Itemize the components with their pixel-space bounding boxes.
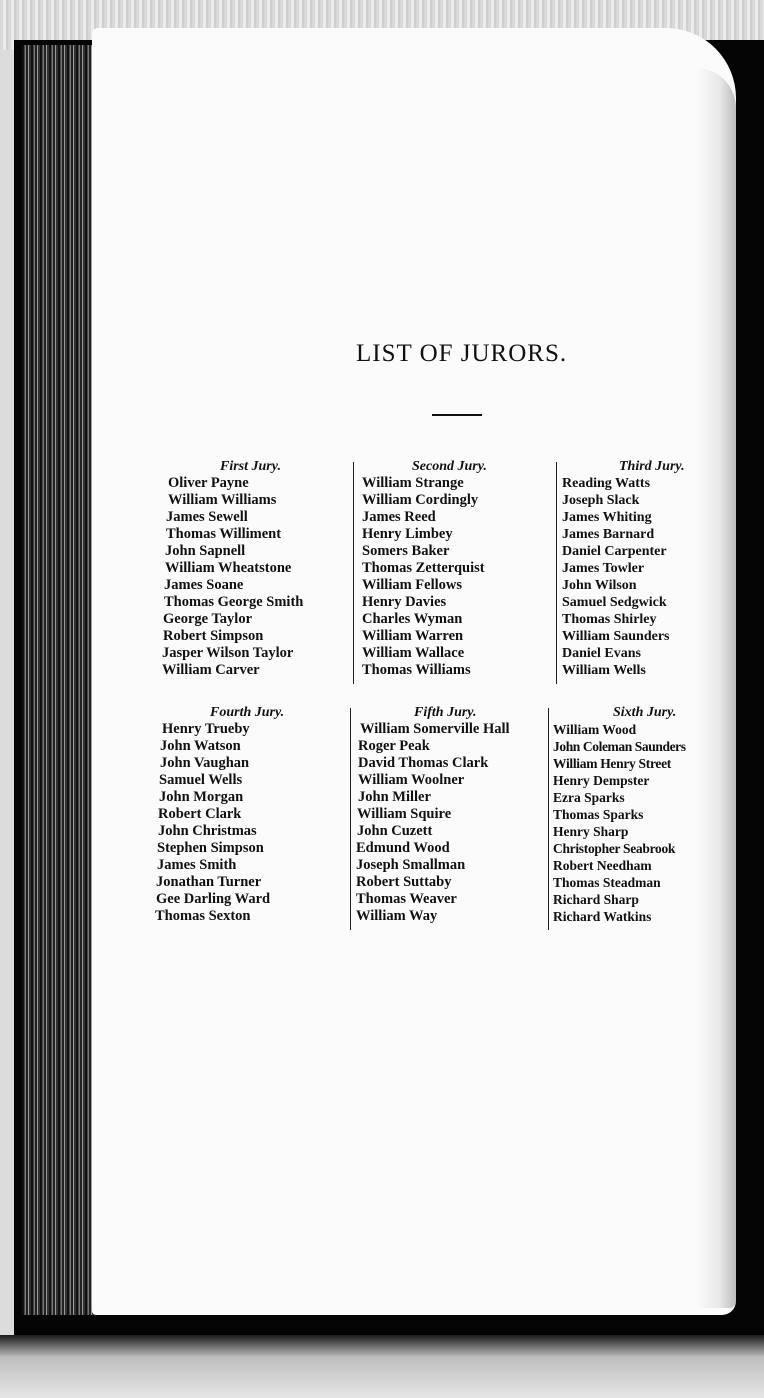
jury-member: William Cordingly [362, 492, 479, 508]
jury-member: John Wilson [562, 578, 637, 593]
jury-member: James Barnard [562, 527, 655, 542]
jury-member: Richard Sharp [553, 892, 639, 907]
jury-member: Henry Limbey [362, 526, 453, 542]
jury-member: William Squire [357, 806, 452, 822]
jury-member: Thomas Zetterquist [362, 560, 485, 576]
jury-member: John Cuzett [357, 823, 433, 839]
jury-member: Henry Sharp [553, 824, 629, 839]
jury-member: James Soane [164, 577, 244, 593]
jury-member-list [553, 721, 713, 925]
jury-member: Edmund Wood [356, 840, 450, 856]
jury-member: Thomas Williams [362, 662, 471, 678]
jury-block-fourth [155, 704, 340, 925]
jury-member: John Vaughan [160, 755, 250, 771]
jury-block-fifth [356, 704, 546, 925]
jury-member: Robert Simpson [163, 628, 264, 644]
jury-title: Fourth Jury. [210, 705, 285, 720]
jury-member: Samuel Sedgwick [562, 595, 667, 610]
jury-member: William Wood [553, 722, 637, 737]
jury-block-second [362, 458, 552, 679]
jury-member: Thomas Steadman [553, 875, 661, 890]
jury-member: John Christmas [158, 823, 257, 839]
jury-member: Thomas Shirley [562, 612, 657, 627]
jury-member-list [155, 721, 340, 925]
jury-title: Fifth Jury. [414, 705, 477, 720]
jury-member: James Whiting [562, 510, 652, 525]
column-divider [556, 462, 557, 684]
jury-title: Third Jury. [619, 459, 685, 474]
jury-member: Reading Watts [562, 476, 651, 491]
scan-background-bottom [0, 1335, 764, 1398]
jury-member: Charles Wyman [362, 611, 463, 627]
jury-member: William Fellows [362, 577, 463, 593]
jury-block-sixth [553, 704, 713, 925]
jury-member: Daniel Carpenter [562, 544, 667, 559]
title-rule [432, 414, 482, 416]
jury-member: Somers Baker [362, 543, 450, 559]
jury-member: David Thomas Clark [358, 755, 489, 771]
jury-member: James Towler [562, 561, 645, 576]
jury-member: William Wallace [362, 645, 465, 661]
jury-member: Robert Clark [158, 806, 242, 822]
jury-member: William Way [356, 908, 438, 924]
jury-member: John Watson [160, 738, 241, 754]
jury-member: Henry Trueby [162, 721, 250, 737]
column-divider [350, 708, 351, 930]
jury-member: William Wells [562, 663, 646, 678]
jury-member: Joseph Smallman [356, 857, 466, 873]
jury-member: James Sewell [166, 509, 248, 525]
jury-member: William Williams [168, 492, 277, 508]
jury-member: James Reed [362, 509, 436, 525]
jury-member: William Saunders [562, 629, 670, 644]
jury-member: Richard Watkins [553, 909, 652, 924]
jury-title: First Jury. [220, 459, 281, 474]
jury-member: William Woolner [358, 772, 465, 788]
jury-member: Thomas George Smith [164, 594, 304, 610]
jury-member: John Miller [358, 789, 431, 805]
jury-member: John Coleman Saunders [553, 739, 686, 754]
jury-member: Jonathan Turner [156, 874, 262, 890]
jury-member: John Sapnell [165, 543, 246, 559]
jury-member: William Warren [362, 628, 464, 644]
jury-member: Robert Suttaby [356, 874, 452, 890]
jury-member: Gee Darling Ward [156, 891, 271, 907]
jury-member: William Strange [362, 475, 464, 491]
jury-member: William Somerville Hall [360, 721, 510, 737]
jury-title: Second Jury. [412, 459, 487, 474]
jury-member: Henry Davies [362, 594, 447, 610]
jury-block-third [562, 458, 712, 679]
jury-member: Thomas Williment [166, 526, 282, 542]
page-curl-shadow [696, 68, 736, 1308]
jury-member-list [562, 475, 712, 679]
jury-member: George Taylor [163, 611, 253, 627]
jury-member: Stephen Simpson [157, 840, 264, 856]
jury-member: Robert Needham [553, 858, 652, 873]
jury-member: Ezra Sparks [553, 790, 625, 805]
column-divider [353, 462, 354, 684]
jury-member: Thomas Sexton [155, 908, 251, 924]
page-title: LIST OF JURORS. [356, 340, 568, 367]
jury-member: Joseph Slack [562, 493, 640, 508]
jury-member: Daniel Evans [562, 646, 641, 661]
jury-member: Oliver Payne [168, 475, 249, 491]
jury-member-list [160, 475, 345, 679]
jury-member: John Morgan [159, 789, 244, 805]
jury-member: Thomas Weaver [356, 891, 457, 907]
jury-member: Henry Dempster [553, 773, 650, 788]
column-divider [548, 708, 549, 930]
jury-member: Christopher Seabrook [553, 841, 676, 856]
jury-member: Thomas Sparks [553, 807, 644, 822]
jury-block-first [160, 458, 345, 679]
jury-member: Roger Peak [358, 738, 430, 754]
jury-title: Sixth Jury. [613, 705, 677, 720]
jury-member: William Wheatstone [165, 560, 292, 576]
jury-member: William Henry Street [553, 756, 671, 771]
jury-member-list [362, 475, 552, 679]
jury-member: William Carver [162, 662, 260, 678]
jury-member: James Smith [157, 857, 237, 873]
jury-member-list [356, 721, 546, 925]
jury-member: Jasper Wilson Taylor [162, 645, 294, 661]
jury-member: Samuel Wells [159, 772, 243, 788]
